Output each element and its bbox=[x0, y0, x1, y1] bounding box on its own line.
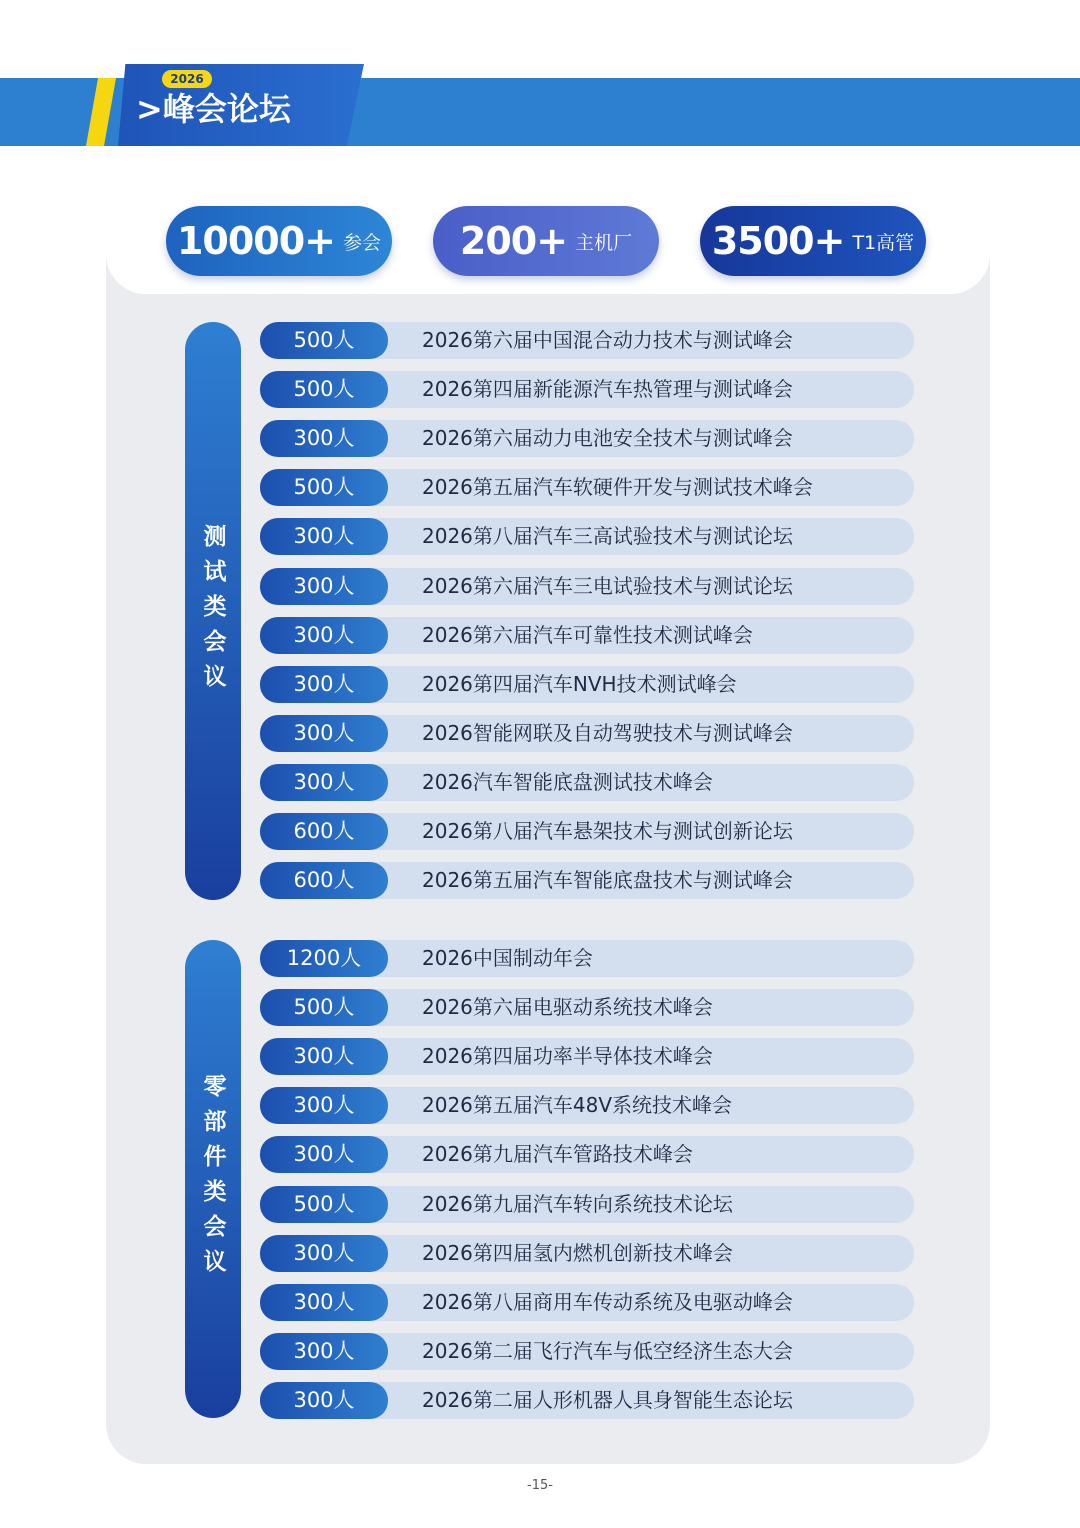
conference-row bbox=[260, 666, 914, 703]
conference-row bbox=[260, 1235, 914, 1272]
conference-row bbox=[260, 617, 914, 654]
stat-t1-executives bbox=[700, 206, 926, 276]
conference-row bbox=[260, 1382, 914, 1419]
conference-row bbox=[260, 989, 914, 1026]
conference-title: 2026第六届汽车三电试验技术与测试论坛 bbox=[422, 574, 793, 598]
attendee-count: 300人 bbox=[260, 1235, 388, 1272]
attendee-count: 300人 bbox=[260, 617, 388, 654]
category-label: 测试类会议 bbox=[199, 523, 226, 699]
conference-row bbox=[260, 1333, 914, 1370]
attendee-count: 300人 bbox=[260, 1136, 388, 1173]
conference-title: 2026第八届商用车传动系统及电驱动峰会 bbox=[422, 1290, 793, 1314]
category-components bbox=[185, 940, 241, 1418]
attendee-count: 600人 bbox=[260, 813, 388, 850]
conference-row bbox=[260, 1136, 914, 1173]
conference-title: 2026第二届飞行汽车与低空经济生态大会 bbox=[422, 1339, 793, 1363]
stat-attendees bbox=[166, 206, 392, 276]
category-label: 零部件类会议 bbox=[199, 1074, 226, 1284]
stat-label: 参会 bbox=[343, 231, 382, 254]
conference-title: 2026第八届汽车悬架技术与测试创新论坛 bbox=[422, 819, 793, 843]
attendee-count: 1200人 bbox=[260, 940, 388, 977]
stat-value: 10000+ bbox=[176, 219, 336, 263]
attendee-count: 300人 bbox=[260, 1087, 388, 1124]
conference-row bbox=[260, 371, 914, 408]
attendee-count: 300人 bbox=[260, 1038, 388, 1075]
conference-row bbox=[260, 1186, 914, 1223]
conference-title: 2026第五届汽车48V系统技术峰会 bbox=[422, 1093, 733, 1117]
attendee-count: 300人 bbox=[260, 518, 388, 555]
conference-title: 2026汽车智能底盘测试技术峰会 bbox=[422, 770, 713, 794]
conference-row bbox=[260, 568, 914, 605]
attendee-count: 300人 bbox=[260, 568, 388, 605]
conference-row bbox=[260, 420, 914, 457]
conference-title: 2026第五届汽车智能底盘技术与测试峰会 bbox=[422, 868, 793, 892]
conference-row bbox=[260, 764, 914, 801]
conference-title: 2026第四届功率半导体技术峰会 bbox=[422, 1044, 713, 1068]
conference-title: 2026第四届新能源汽车热管理与测试峰会 bbox=[422, 377, 793, 401]
attendee-count: 500人 bbox=[260, 322, 388, 359]
conference-row bbox=[260, 862, 914, 899]
attendee-count: 500人 bbox=[260, 1186, 388, 1223]
conference-row bbox=[260, 1038, 914, 1075]
attendee-count: 500人 bbox=[260, 469, 388, 506]
conference-title: 2026中国制动年会 bbox=[422, 946, 593, 970]
conference-row bbox=[260, 813, 914, 850]
attendee-count: 300人 bbox=[260, 420, 388, 457]
stat-label: 主机厂 bbox=[575, 231, 633, 254]
attendee-count: 300人 bbox=[260, 715, 388, 752]
attendee-count: 300人 bbox=[260, 666, 388, 703]
conference-row bbox=[260, 715, 914, 752]
conference-title: 2026第四届氢内燃机创新技术峰会 bbox=[422, 1241, 733, 1265]
attendee-count: 500人 bbox=[260, 371, 388, 408]
attendee-count: 300人 bbox=[260, 1382, 388, 1419]
stat-value: 200+ bbox=[459, 219, 568, 263]
conference-title: 2026第六届电驱动系统技术峰会 bbox=[422, 995, 713, 1019]
attendee-count: 500人 bbox=[260, 989, 388, 1026]
conference-row bbox=[260, 1284, 914, 1321]
year-badge: 2026 bbox=[162, 70, 212, 88]
conference-row bbox=[260, 322, 914, 359]
stat-label: T1高管 bbox=[852, 231, 915, 254]
conference-title: 2026第六届动力电池安全技术与测试峰会 bbox=[422, 426, 793, 450]
conference-title: 2026智能网联及自动驾驶技术与测试峰会 bbox=[422, 721, 793, 745]
page-number: -15- bbox=[527, 1478, 553, 1493]
conference-row bbox=[260, 1087, 914, 1124]
page-title: >峰会论坛 bbox=[136, 90, 291, 128]
conference-title: 2026第二届人形机器人具身智能生态论坛 bbox=[422, 1388, 793, 1412]
stat-value: 3500+ bbox=[711, 219, 845, 263]
attendee-count: 600人 bbox=[260, 862, 388, 899]
conference-title: 2026第八届汽车三高试验技术与测试论坛 bbox=[422, 524, 793, 548]
conference-title: 2026第九届汽车转向系统技术论坛 bbox=[422, 1192, 733, 1216]
attendee-count: 300人 bbox=[260, 764, 388, 801]
stat-oems bbox=[433, 206, 659, 276]
conference-title: 2026第四届汽车NVH技术测试峰会 bbox=[422, 672, 737, 696]
conference-title: 2026第六届汽车可靠性技术测试峰会 bbox=[422, 623, 753, 647]
attendee-count: 300人 bbox=[260, 1333, 388, 1370]
conference-row bbox=[260, 469, 914, 506]
conference-row bbox=[260, 518, 914, 555]
conference-title: 2026第九届汽车管路技术峰会 bbox=[422, 1142, 693, 1166]
conference-title: 2026第六届中国混合动力技术与测试峰会 bbox=[422, 328, 793, 352]
category-testing bbox=[185, 322, 241, 900]
conference-row bbox=[260, 940, 914, 977]
attendee-count: 300人 bbox=[260, 1284, 388, 1321]
conference-title: 2026第五届汽车软硬件开发与测试技术峰会 bbox=[422, 475, 813, 499]
